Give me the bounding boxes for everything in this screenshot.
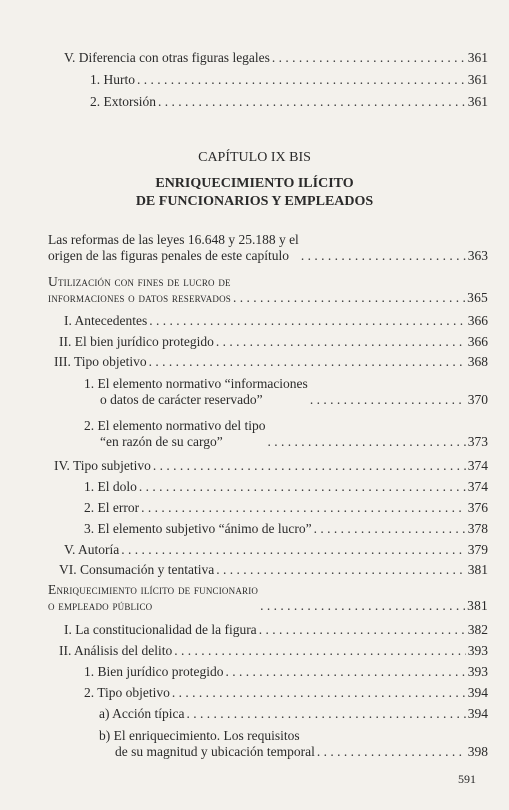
toc-page-number: 370 [467, 392, 488, 407]
dot-leader [267, 434, 465, 450]
toc-page-number: 379 [467, 542, 488, 557]
dot-leader [314, 521, 466, 537]
dot-leader [149, 313, 466, 329]
dot-leader [158, 94, 466, 110]
chapter-title-line2: DE FUNCIONARIOS Y EMPLEADOS [135, 194, 374, 209]
dot-leader [139, 479, 466, 495]
toc-entry-label: IV. Tipo subjetivo [54, 458, 151, 473]
toc-entry-label-line2: origen de las figuras penales de este capítulo [48, 248, 290, 263]
toc-entry-label: 2. El error [84, 500, 140, 515]
dot-leader [259, 622, 466, 638]
toc-entry-label-line2: de su magnitud y ubicación temporal [115, 744, 315, 759]
toc-entry [59, 562, 488, 578]
footer-page-number: 591 [458, 772, 476, 786]
toc-entry-label-block [84, 376, 308, 408]
toc-entry [59, 643, 488, 659]
toc-page-number: 366 [467, 313, 488, 328]
toc-entry-label-line1: b) El enriquecimiento. Los requisitos [99, 728, 300, 743]
toc-entry-label-line1: 1. El elemento normativo “informaciones [84, 376, 308, 391]
toc-entry [54, 354, 488, 370]
toc-page-number: 374 [467, 479, 488, 494]
dot-leader [225, 664, 465, 680]
toc-entry-label: VI. Consumación y tentativa [59, 562, 215, 577]
toc-entry [64, 542, 488, 558]
dot-leader [174, 643, 466, 659]
toc-entry-label: I. La constitucionalidad de la figura [64, 622, 257, 637]
toc-page-number: 366 [467, 334, 488, 349]
toc-entry-label: III. Tipo objetivo [54, 354, 147, 369]
toc-page-number: 368 [467, 354, 488, 369]
toc-entry-label: V. Diferencia con otras figuras legales [64, 50, 270, 65]
dot-leader [153, 458, 466, 474]
toc-page-number: 361 [467, 50, 488, 65]
toc-entry-label: II. Análisis del delito [59, 643, 173, 658]
toc-page-number: 378 [467, 521, 488, 536]
toc-entry [84, 479, 488, 495]
toc-entry-label: V. Autoría [64, 542, 120, 557]
toc-page-number: 394 [467, 706, 488, 721]
toc-page-number: 393 [467, 643, 488, 658]
dot-leader [216, 562, 466, 578]
dot-leader [233, 290, 465, 306]
dot-leader [137, 72, 466, 88]
dot-leader [317, 744, 466, 760]
toc-entry [84, 416, 488, 450]
dot-leader [310, 392, 466, 408]
chapter-number: CAPÍTULO IX BIS [198, 150, 311, 165]
toc-entry [84, 374, 488, 408]
dot-leader [172, 685, 466, 701]
section-heading-utilizacion [48, 272, 488, 306]
section-heading-line2: o empleado público [48, 598, 153, 613]
toc-entry [59, 334, 488, 350]
dot-leader [260, 598, 465, 614]
toc-entry-hurto [90, 72, 488, 88]
section-heading-label-block [48, 582, 258, 614]
toc-page-number: 374 [467, 458, 488, 473]
dot-leader [301, 248, 466, 264]
toc-page-number: 381 [467, 562, 488, 577]
dot-leader [186, 706, 465, 722]
toc-entry [99, 706, 488, 722]
toc-entry-extorsion [90, 94, 488, 110]
toc-page-number: 376 [467, 500, 488, 515]
toc-entry-label: 1. El dolo [84, 479, 137, 494]
toc-entry [84, 500, 488, 516]
section-heading-line1: Enriquecimiento ilícito de funcionario [48, 582, 259, 597]
dot-leader [272, 50, 466, 66]
dot-leader [149, 354, 466, 370]
toc-entry [54, 458, 488, 474]
toc-page-number: 361 [467, 94, 488, 109]
toc-entry [84, 664, 488, 680]
toc-entry-label-block [99, 728, 315, 760]
toc-entry-label-line2: o datos de carácter reservado” [100, 392, 263, 407]
toc-entry [99, 726, 488, 760]
section-heading-enriquecimiento [48, 580, 488, 614]
toc-page-number: 381 [467, 598, 488, 613]
toc-page-number: 394 [467, 685, 488, 700]
toc-entry-label: 2. Tipo objetivo [84, 685, 170, 700]
section-heading-line1: Utilización con fines de lucro de [48, 274, 231, 289]
dot-leader [141, 500, 466, 516]
toc-entry-label: 1. Hurto [90, 72, 135, 87]
toc-entry-label-block [48, 232, 299, 264]
section-heading-line2: informaciones o datos reservados [48, 290, 232, 305]
toc-page-number: 373 [467, 434, 488, 449]
toc-entry [84, 685, 488, 701]
toc-page-number: 382 [467, 622, 488, 637]
toc-page-number: 393 [467, 664, 488, 679]
toc-page-number: 363 [467, 248, 488, 263]
toc-entry-label: 3. El elemento subjetivo “ánimo de lucro” [84, 521, 312, 536]
toc-entry-label: a) Acción típica [99, 706, 185, 721]
toc-entry-label-line1: 2. El elemento normativo del tipo [84, 418, 266, 433]
toc-page-number: 361 [467, 72, 488, 87]
dot-leader [216, 334, 466, 350]
toc-entry [84, 521, 488, 537]
chapter-title-line1: ENRIQUECIMIENTO ILÍCITO [155, 176, 354, 191]
toc-entry [64, 622, 488, 638]
toc-entry-label-line2: “en razón de su cargo” [100, 434, 223, 449]
toc-entry-label-line1: Las reformas de las leyes 16.648 y 25.188 y el [48, 232, 299, 247]
toc-entry-label: I. Antecedentes [64, 313, 148, 328]
toc-entry [64, 313, 488, 329]
toc-page-number: 365 [467, 290, 488, 305]
dot-leader [121, 542, 465, 558]
toc-entry-label-block [84, 418, 265, 450]
toc-entry-label: 2. Extorsión [90, 94, 156, 109]
section-heading-label-block [48, 274, 231, 306]
toc-entry-diferencia [64, 50, 488, 66]
toc-entry-label: II. El bien jurídico protegido [59, 334, 214, 349]
toc-page-number: 398 [467, 744, 488, 759]
toc-entry-label: 1. Bien jurídico protegido [84, 664, 224, 679]
toc-entry-intro [48, 230, 488, 264]
